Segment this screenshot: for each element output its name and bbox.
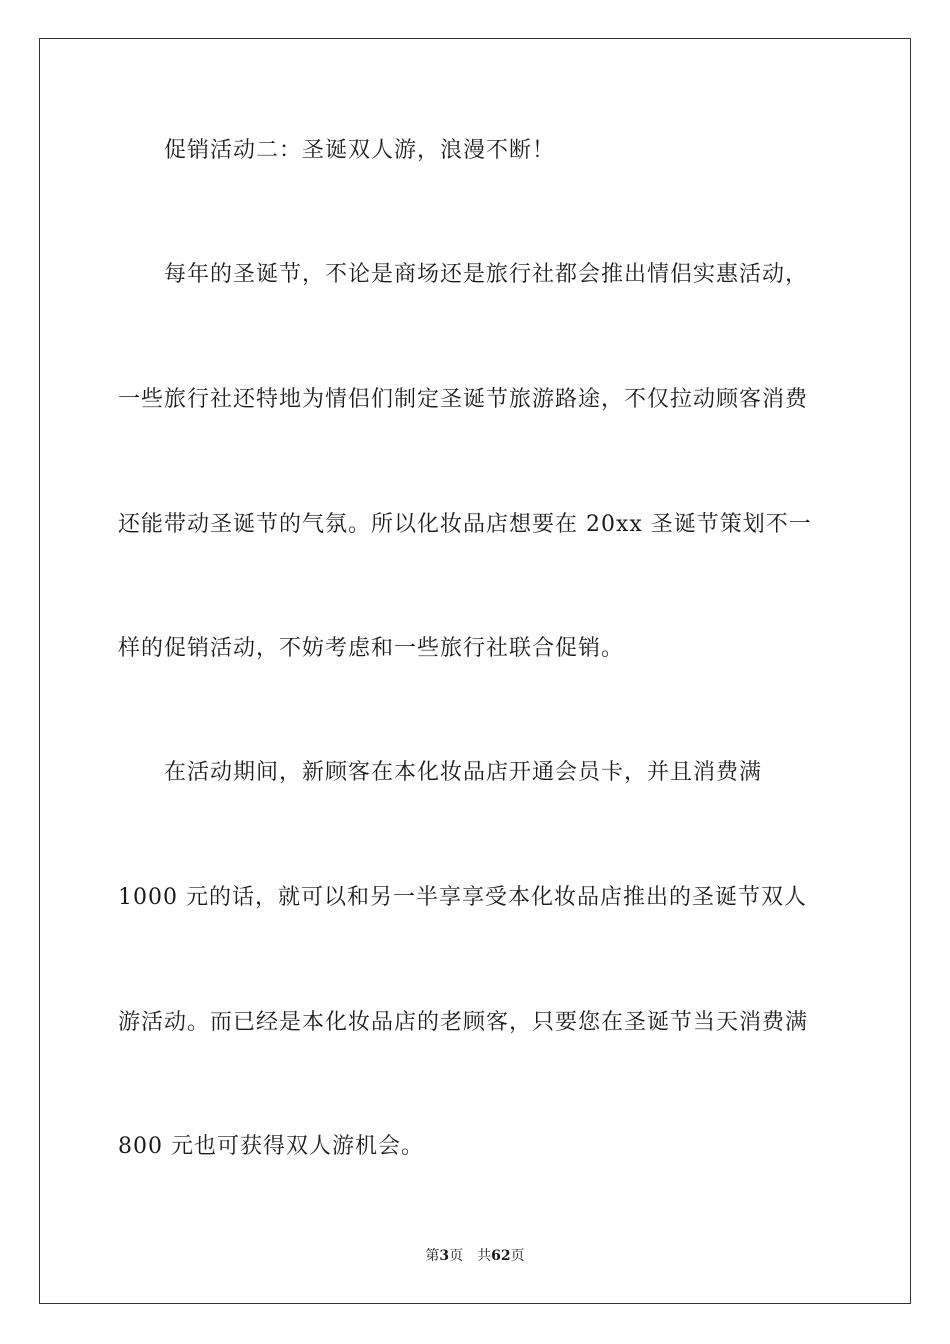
- paragraph-line: 样的促销活动，不妨考虑和一些旅行社联合促销。: [118, 636, 625, 661]
- paragraph-line: 在活动期间，新顾客在本化妆品店开通会员卡，并且消费满: [164, 760, 763, 785]
- paragraph-line: 1000 元的话，就可以和另一半享享受本化妆品店推出的圣诞节双人: [118, 885, 807, 910]
- footer-total-suffix: 页: [510, 1248, 525, 1264]
- paragraph-line: 还能带动圣诞节的气氛。所以化妆品店想要在 20xx 圣诞节策划不一: [118, 512, 812, 537]
- section-heading: 促销活动二：圣诞双人游，浪漫不断！: [164, 138, 556, 163]
- page-border: [39, 38, 911, 1304]
- footer-total-pages: 62: [491, 1248, 511, 1264]
- paragraph-line: 游活动。而已经是本化妆品店的老顾客，只要您在圣诞节当天消费满: [118, 1010, 809, 1035]
- paragraph-line: 一些旅行社还特地为情侣们制定圣诞节旅游路途，不仅拉动顾客消费: [118, 387, 809, 412]
- footer-page-suffix: 页: [449, 1248, 464, 1264]
- paragraph-line: 800 元也可获得双人游机会。: [118, 1134, 424, 1159]
- footer-total-prefix: 共: [477, 1248, 492, 1264]
- page-footer: [0, 1246, 950, 1266]
- paragraph-line: 每年的圣诞节，不论是商场还是旅行社都会推出情侣实惠活动，: [164, 262, 809, 287]
- footer-page-number: 3: [439, 1248, 450, 1264]
- footer-page-prefix: 第: [425, 1248, 440, 1264]
